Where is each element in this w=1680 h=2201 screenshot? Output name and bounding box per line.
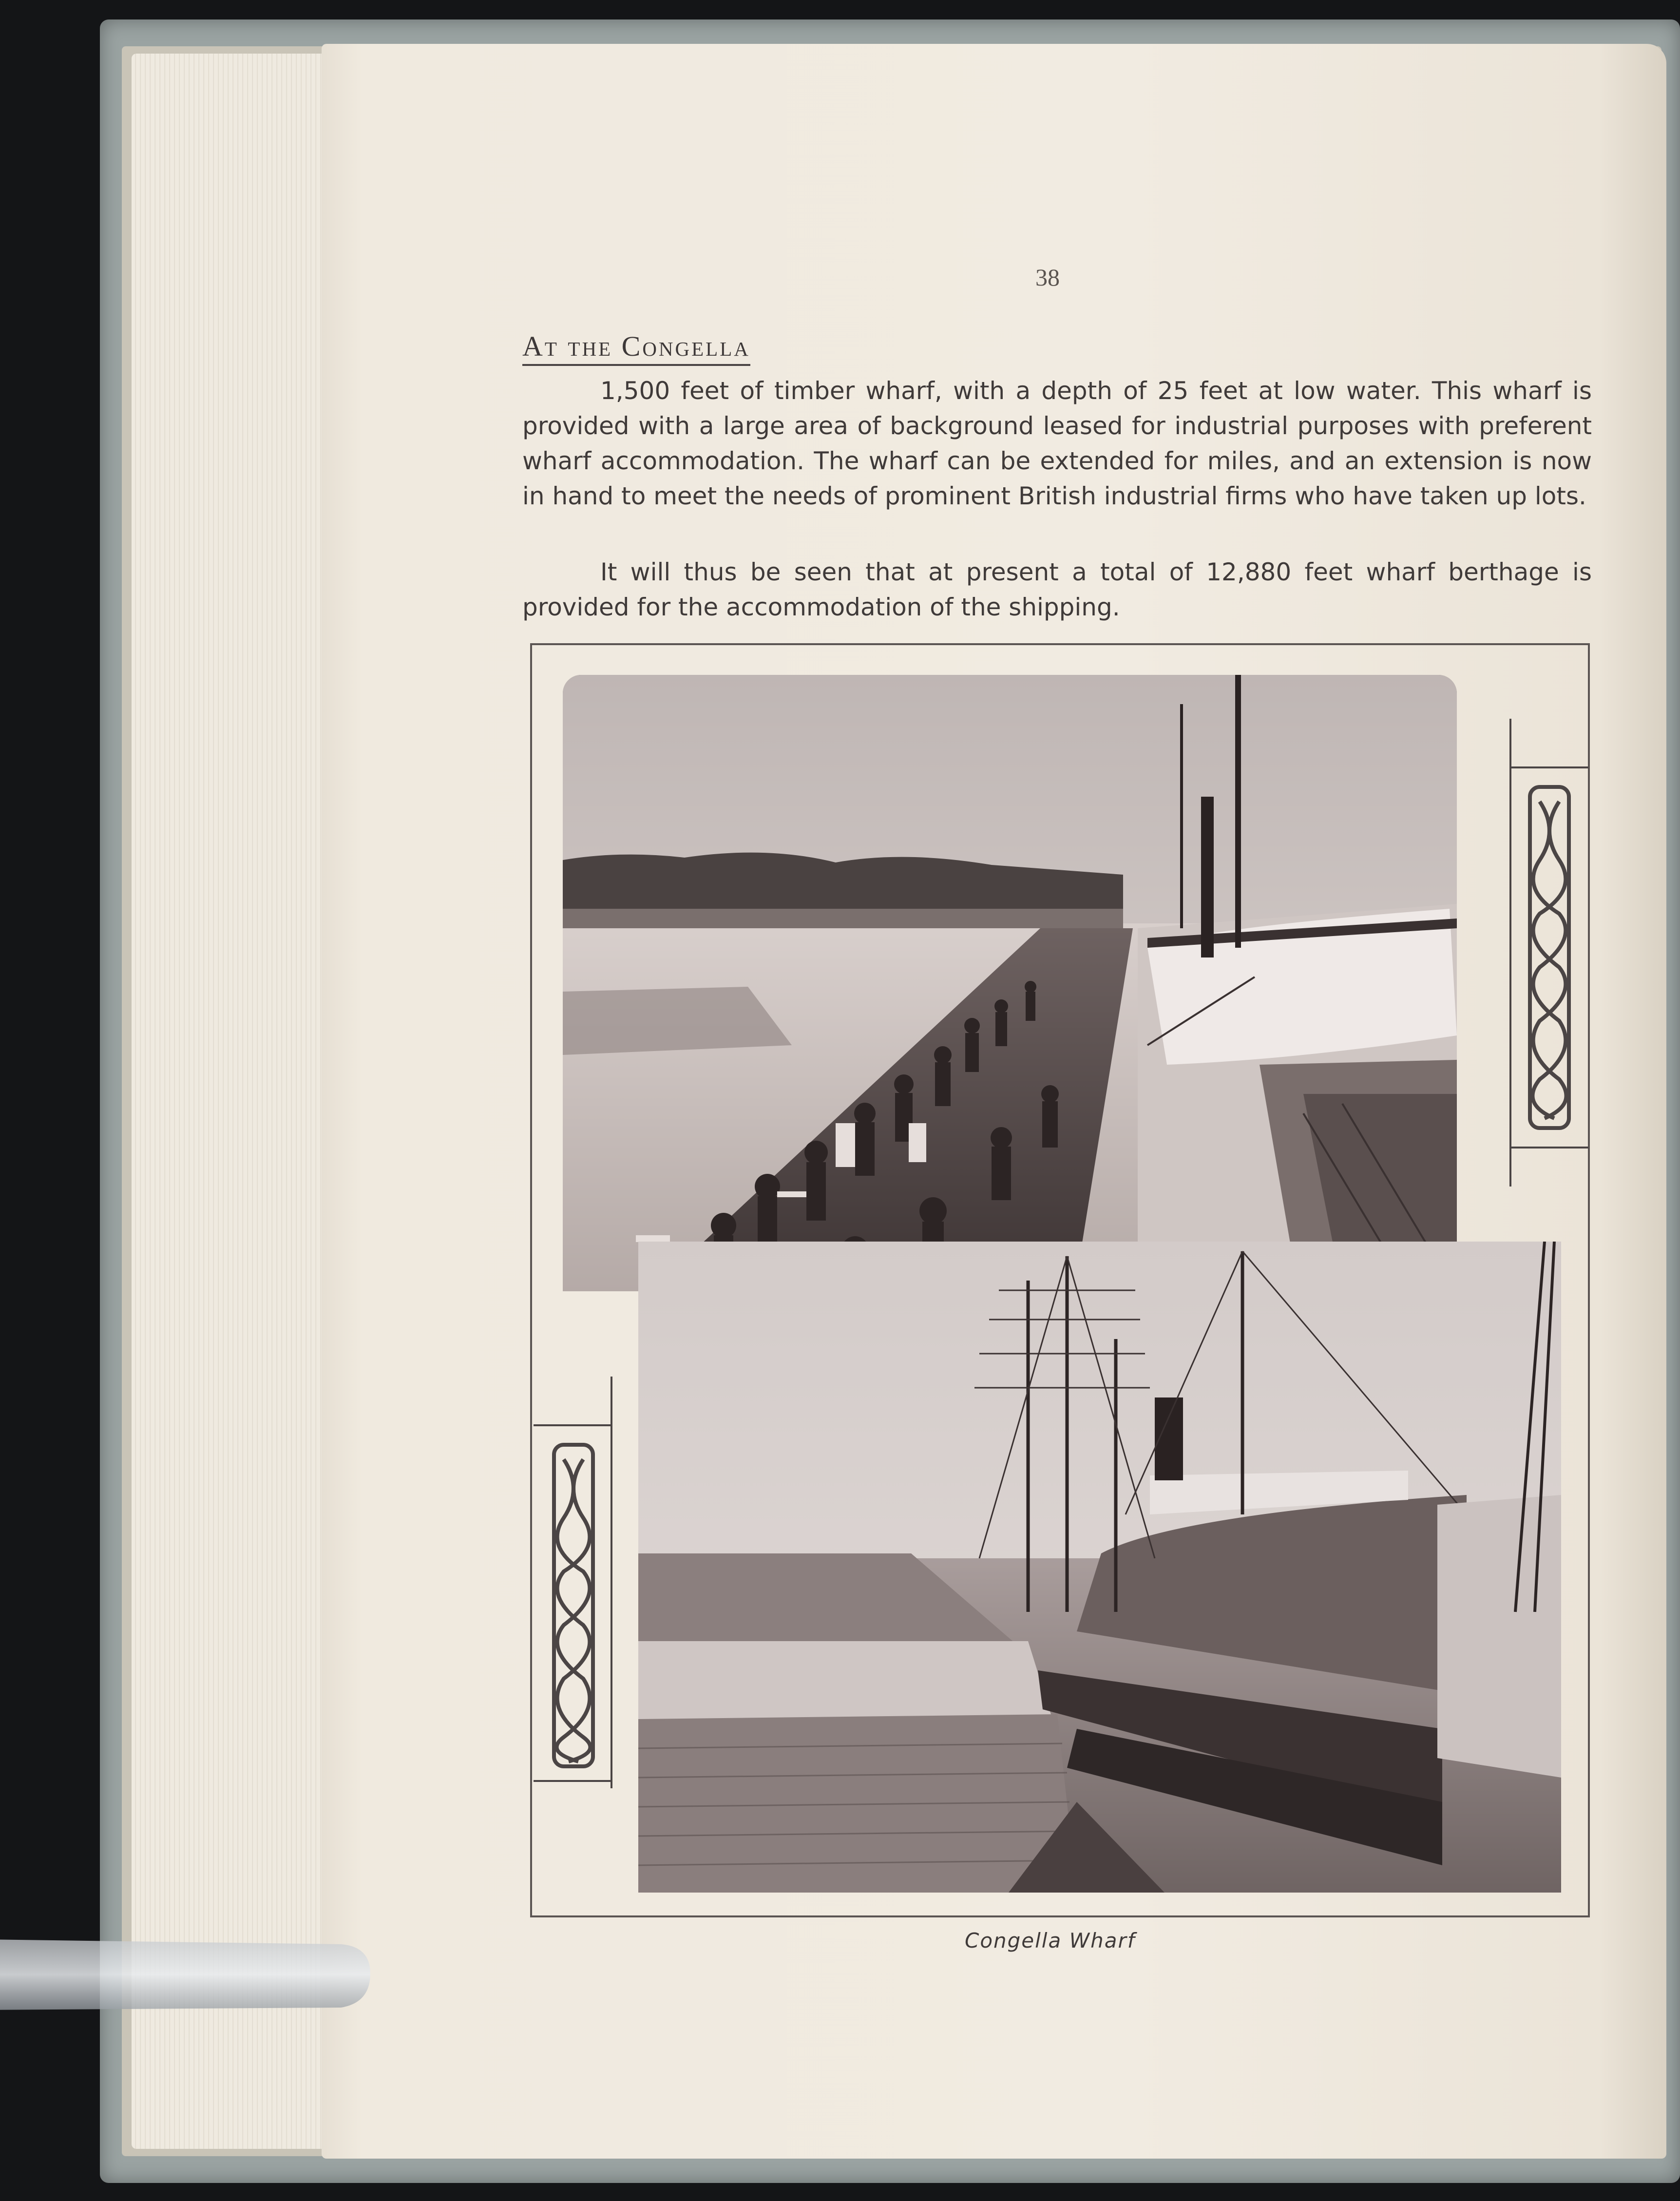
section-heading-text: At the Congella <box>522 330 750 362</box>
wharf-crowd-photo <box>563 675 1457 1291</box>
celtic-knot-ornament-left <box>534 1377 616 1788</box>
celtic-knot-ornament-left-graphic <box>534 1377 616 1788</box>
wharf-ships-photo-graphic <box>638 1242 1561 1893</box>
paragraph-1: 1,500 feet of timber wharf, with a depth of 25 feet at low water. This wharf is provided with a large area of background leased for industrial purposes with preferent wharf accommodation. The wharf can be extended for miles, and an extension is now in hand to meet the needs of prominent British industrial firms who have taken up lots. <box>522 377 1592 510</box>
paragraph-2: It will thus be seen that at present a total of 12,880 feet wharf berthage is provided for the accommodation of the shipping. <box>522 558 1592 621</box>
celtic-knot-ornament-right <box>1506 719 1588 1187</box>
page-edges <box>132 54 336 2149</box>
wharf-crowd-photo-graphic <box>563 675 1457 1291</box>
wharf-ships-photo <box>638 1242 1561 1893</box>
bookmark-strip <box>0 1925 390 2022</box>
figure-caption: Congella Wharf <box>965 1929 1136 1952</box>
page-number: 38 <box>1035 264 1060 291</box>
celtic-knot-ornament-right-graphic <box>1506 719 1588 1187</box>
section-heading <box>522 331 750 366</box>
bookmark-strip-graphic <box>0 1925 390 2022</box>
